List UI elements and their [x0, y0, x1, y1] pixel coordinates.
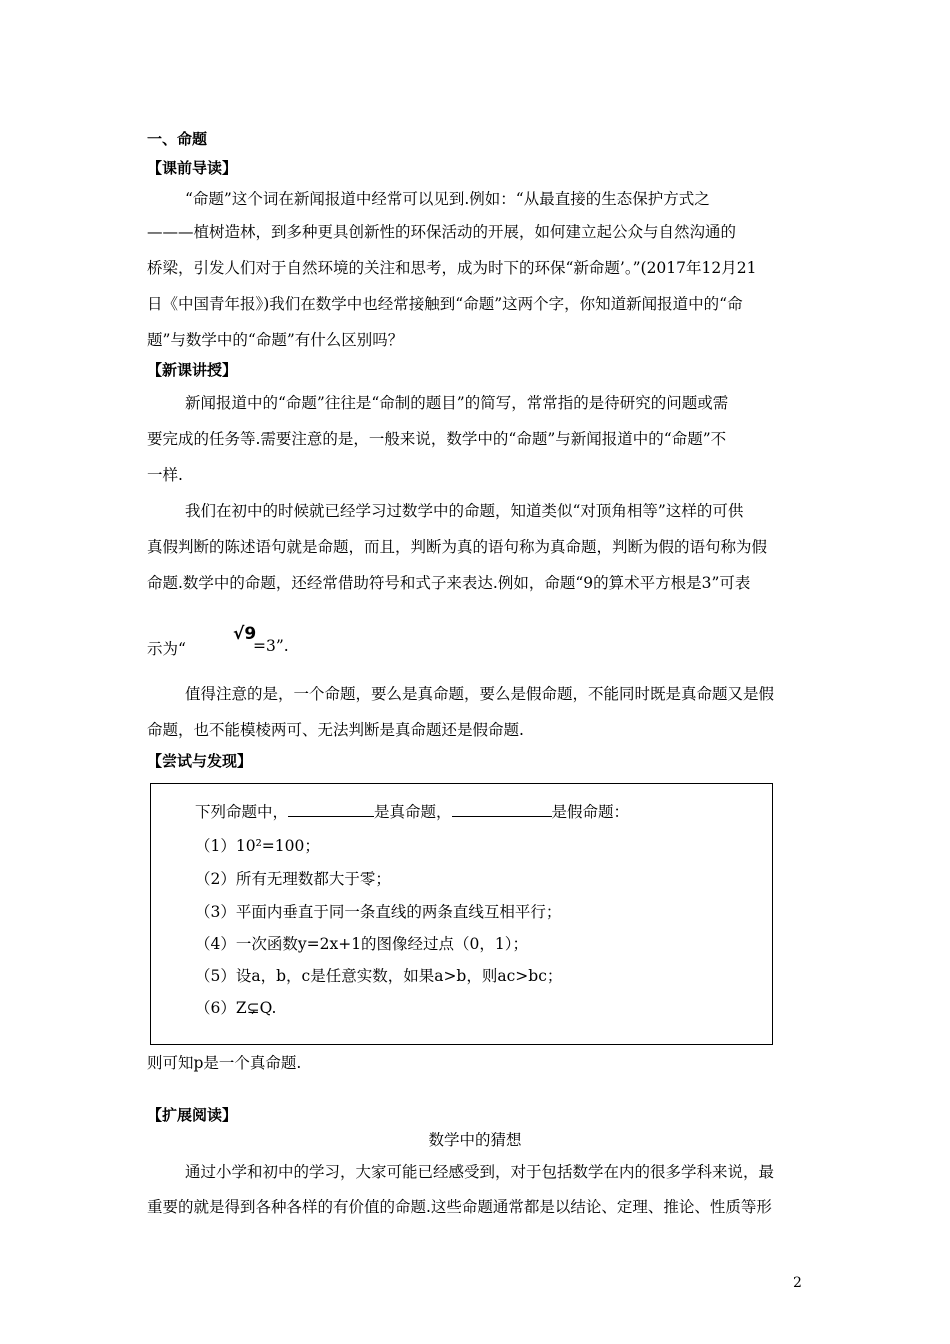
exercise-prompt	[195, 800, 629, 822]
lecture-line: 命题.数学中的命题，还经常借助符号和式子来表达.例如，命题“9的算术平方根是3”可表	[147, 574, 751, 592]
extended-line: 通过小学和初中的学习，大家可能已经感受到，对于包括数学在内的很多学科来说，最	[185, 1163, 775, 1181]
sqrt-symbol: √9	[233, 624, 257, 644]
exercise-item: （4）一次函数y=2x+1的图像经过点（0，1）；	[195, 935, 529, 953]
extended-title: 数学中的猜想	[428, 1131, 522, 1149]
heading-lecture: 【新课讲授】	[147, 361, 238, 379]
lecture-line: 新闻报道中的“命题”往往是“命制的题目”的简写，常常指的是待研究的问题或需	[185, 394, 729, 412]
true-answer-blank[interactable]	[288, 804, 374, 817]
preview-line: 题”与数学中的“命题”有什么区别吗？	[147, 331, 404, 349]
section-title: 一、命题	[147, 130, 208, 148]
lecture-line: 一样.	[147, 466, 183, 484]
lecture-line: 要完成的任务等.需要注意的是，一般来说，数学中的“命题”与新闻报道中的“命题”不	[147, 430, 727, 448]
lecture-line: 值得注意的是，一个命题，要么是真命题，要么是假命题，不能同时既是真命题又是假	[185, 685, 775, 703]
lecture-line: 命题，也不能模棱两可、无法判断是真命题还是假命题.	[147, 721, 524, 739]
exercise-item: （6）Z⊊Q.	[195, 999, 277, 1017]
prompt-start: 下列命题中，	[195, 803, 289, 821]
exercise-item: （1）10²=100；	[195, 837, 320, 855]
lecture-line: 真假判断的陈述语句就是命题，而且，判断为真的语句称为真命题，判断为假的语句称为假	[147, 538, 768, 556]
exercise-item: （5）设a，b，c是任意实数，如果a>b，则ac>bc；	[195, 967, 563, 985]
lecture-line: 我们在初中的时候就已经学习过数学中的命题，知道类似“对顶角相等”这样的可供	[185, 502, 744, 520]
after-box-text: 则可知p是一个真命题.	[147, 1054, 302, 1072]
preview-line: 日《中国青年报》)我们在数学中也经常接触到“命题”这两个字，你知道新闻报道中的“命	[147, 295, 743, 313]
false-answer-blank[interactable]	[452, 804, 552, 817]
prompt-mid: 是真命题，	[374, 803, 452, 821]
prompt-end: 是假命题：	[551, 803, 630, 821]
heading-preview: 【课前导读】	[147, 159, 238, 177]
preview-line: “命题”这个词在新闻报道中经常可以见到.例如：“从最直接的生态保护方式之	[185, 190, 710, 208]
exercise-item: （3）平面内垂直于同一条直线的两条直线互相平行；	[195, 903, 562, 921]
page-number: 2	[793, 1275, 802, 1291]
preview-line: ———植树造林，到多种更具创新性的环保活动的开展，如何建立起公众与自然沟通的	[147, 223, 737, 241]
heading-extended: 【扩展阅读】	[147, 1106, 238, 1124]
formula-prefix: 示为“	[147, 640, 186, 658]
heading-try: 【尝试与发现】	[147, 752, 253, 770]
exercise-box	[150, 783, 773, 1045]
preview-line: 桥梁，引发人们对于自然环境的关注和思考，成为时下的环保“新命题’。”(2017年12月21	[147, 259, 757, 277]
formula-suffix: =3”.	[253, 637, 289, 655]
exercise-item: （2）所有无理数都大于零；	[195, 870, 391, 888]
extended-line: 重要的就是得到各种各样的有价值的命题.这些命题通常都是以结论、定理、推论、性质等形	[147, 1198, 772, 1216]
